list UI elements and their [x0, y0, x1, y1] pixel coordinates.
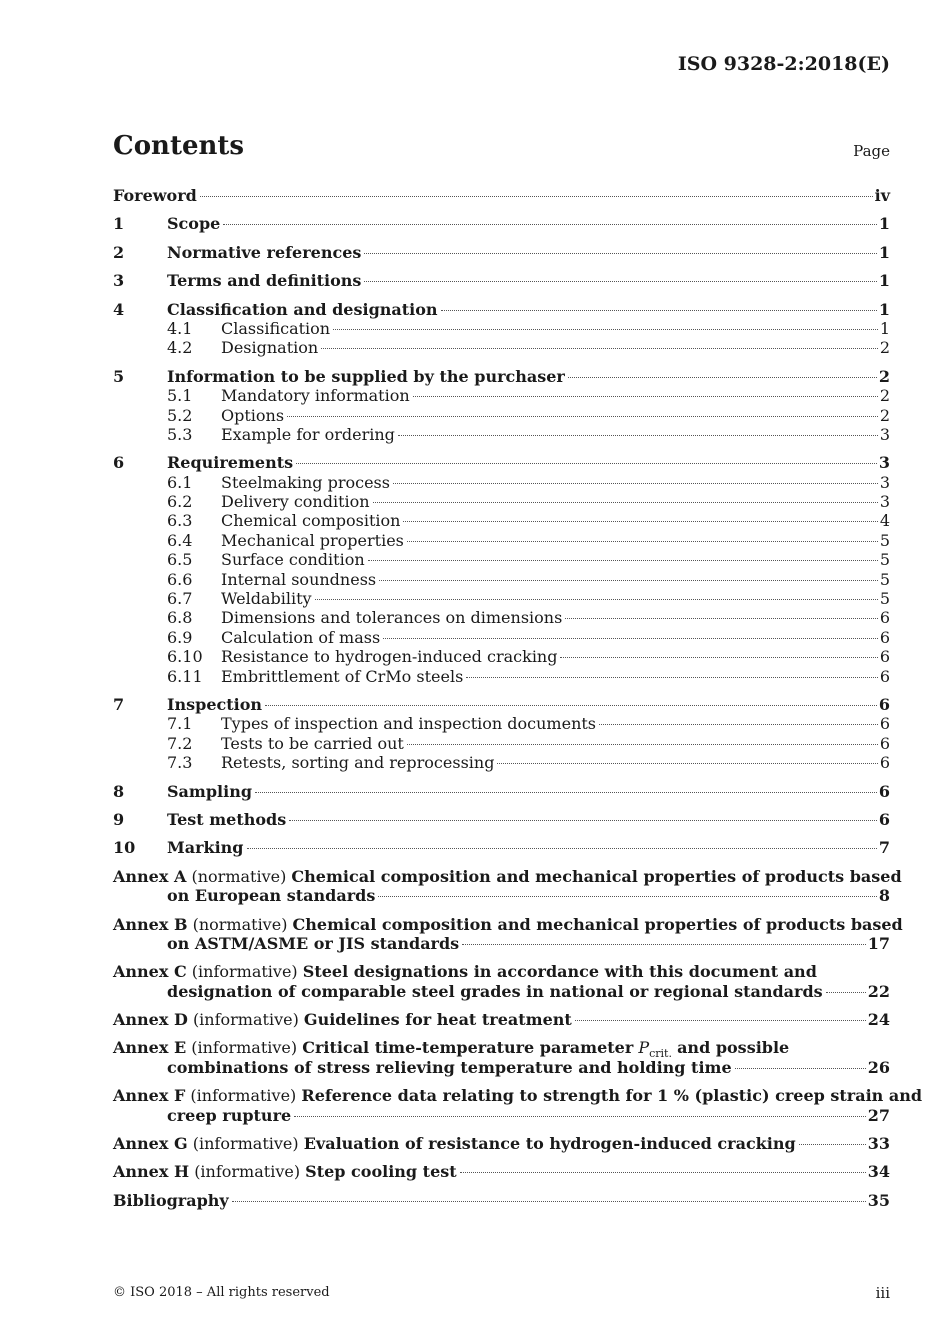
toc-entry-page: 33 [867, 1134, 890, 1154]
toc-entry-annex[interactable] [113, 1134, 890, 1153]
annex-title-line1: Steel designations in accordance with this document and [302, 962, 817, 982]
toc-entry-subclause[interactable] [113, 319, 890, 338]
toc-entry-page: 35 [867, 1190, 890, 1210]
page-number: iii [875, 1284, 890, 1302]
annex-type: (informative) [191, 1038, 298, 1058]
toc-entry-page: 26 [867, 1057, 890, 1077]
annex-title-line1: Critical time-temperature parameter [302, 1038, 634, 1058]
table-of-contents [113, 186, 923, 1210]
annex-heading-line [113, 866, 902, 886]
dot-leader [413, 396, 878, 397]
toc-entry-page: 3 [879, 472, 890, 492]
toc-entry-page: 8 [878, 886, 890, 906]
toc-entry-page: 22 [867, 981, 890, 1001]
toc-entry-annex[interactable] [113, 1010, 890, 1029]
toc-entry-page: 3 [878, 453, 890, 473]
toc-entry-label: Internal soundness [221, 569, 377, 589]
toc-entry-number: 6.5 [167, 550, 193, 570]
annex-title-line2: creep rupture [167, 1105, 292, 1125]
annex-title-line1: Chemical composition and mechanical properties of products based [291, 866, 902, 886]
toc-entry-number: 3 [113, 271, 125, 291]
toc-entry-number: 6.11 [167, 666, 203, 686]
annex-heading-line [113, 914, 903, 934]
toc-entry-subclause[interactable] [113, 338, 890, 357]
toc-entry-number: 6.10 [167, 647, 203, 667]
toc-entry-label: Inspection [167, 694, 263, 714]
toc-entry-subclause[interactable] [113, 550, 890, 569]
dot-leader [466, 677, 878, 678]
toc-entry-page: 2 [879, 386, 890, 406]
annex-heading-line [113, 1038, 890, 1061]
dot-leader [368, 560, 878, 561]
toc-entry-number: 5 [113, 366, 125, 386]
dot-leader [232, 1201, 866, 1202]
dot-leader [460, 1172, 866, 1173]
toc-entry-label: Bibliography [113, 1190, 229, 1210]
dot-leader [383, 638, 878, 639]
toc-entry-page: 6 [879, 647, 890, 667]
toc-entry-page: 4 [879, 511, 890, 531]
toc-entry-label: Sampling [167, 781, 253, 801]
dot-leader [441, 310, 877, 311]
dot-leader [497, 763, 877, 764]
toc-entry-number: 2 [113, 242, 125, 262]
toc-entry-subclause[interactable] [113, 734, 890, 753]
dot-leader [826, 992, 866, 993]
annex-name: Annex D [113, 1010, 188, 1030]
toc-entry-label: Embrittlement of CrMo steels [221, 666, 464, 686]
toc-entry-number: 9 [113, 809, 125, 829]
annex-title-line2: on European standards [167, 886, 376, 906]
dot-leader [255, 792, 877, 793]
annex-type: (informative) [190, 1086, 297, 1106]
toc-entry-subclause[interactable] [113, 386, 890, 405]
annex-name: Annex A [113, 866, 187, 886]
toc-entry-page: 3 [879, 492, 890, 512]
page-title: Contents [113, 131, 245, 161]
annex-name: Annex C [113, 962, 187, 982]
toc-entry-label: Scope [167, 214, 221, 234]
toc-entry-label: Designation [221, 338, 319, 358]
annex-name: Annex E [113, 1038, 187, 1058]
toc-entry-number: 6.9 [167, 627, 193, 647]
toc-entry-page: 6 [879, 666, 890, 686]
toc-entry-number: 4.1 [167, 318, 193, 338]
dot-leader [735, 1068, 866, 1069]
toc-entry-number: 7.3 [167, 753, 193, 773]
dot-leader [398, 435, 878, 436]
toc-entry-label: Mechanical properties [221, 530, 404, 550]
parameter-symbol: P [638, 1038, 650, 1058]
toc-entry-number: 7.1 [167, 714, 193, 734]
toc-entry-clause[interactable] [113, 695, 890, 714]
document-code: ISO 9328-2:2018(E) [677, 53, 890, 75]
toc-entry-label: Mandatory information [221, 386, 410, 406]
toc-entry-label: Dimensions and tolerances on dimensions [221, 608, 563, 628]
toc-entry-label: Test methods [167, 809, 287, 829]
toc-entry-label: Options [221, 405, 285, 425]
annex-title-line2: designation of comparable steel grades in national or regional standards [167, 981, 823, 1001]
toc-entry-number: 4 [113, 299, 125, 319]
annex-type: (informative) [191, 962, 298, 982]
toc-entry-subclause[interactable] [113, 570, 890, 589]
annex-title-line1: Step cooling test [305, 1162, 457, 1182]
toc-entry-label: Marking [167, 838, 244, 858]
dot-leader [373, 502, 878, 503]
toc-entry-page: 27 [867, 1105, 890, 1125]
annex-type: (informative) [192, 1010, 299, 1030]
annex-heading-line [113, 1086, 923, 1106]
page-column-label: Page [853, 142, 890, 160]
toc-entry-annex[interactable] [113, 1038, 890, 1077]
annex-title-line1: Guidelines for heat treatment [303, 1010, 572, 1030]
toc-entry-label: Example for ordering [221, 424, 395, 444]
toc-entry-label: Calculation of mass [221, 627, 381, 647]
toc-entry-clause[interactable] [113, 453, 890, 472]
dot-leader [247, 848, 877, 849]
toc-entry-page: 7 [878, 838, 890, 858]
toc-entry-clause[interactable] [113, 782, 890, 801]
toc-entry-label: Requirements [167, 453, 294, 473]
dot-leader [287, 416, 878, 417]
annex-name: Annex H [113, 1162, 190, 1182]
toc-entry-annex[interactable] [113, 914, 903, 954]
dot-leader [289, 820, 877, 821]
toc-entry-subclause[interactable] [113, 753, 890, 772]
toc-entry-clause[interactable] [113, 214, 890, 233]
toc-entry-label: Types of inspection and inspection documents [221, 714, 597, 734]
toc-entry-number: 6.1 [167, 472, 193, 492]
annex-name: Annex G [113, 1134, 188, 1154]
toc-entry-page: 2 [878, 366, 890, 386]
toc-entry-page: 6 [878, 781, 890, 801]
toc-entry-page: 6 [879, 608, 890, 628]
toc-entry-page: 5 [879, 550, 890, 570]
toc-entry-page: 1 [878, 214, 890, 234]
toc-entry-number: 6.6 [167, 569, 193, 589]
annex-heading-line [113, 1010, 890, 1029]
toc-entry-number: 7 [113, 694, 125, 714]
toc-entry-bibliography[interactable] [113, 1191, 890, 1210]
toc-entry-annex[interactable] [113, 866, 902, 906]
dot-leader [599, 724, 878, 725]
toc-entry-page: 2 [879, 338, 890, 358]
toc-entry-page: 6 [879, 733, 890, 753]
toc-entry-number: 5.3 [167, 424, 193, 444]
annex-heading-line [113, 1134, 890, 1153]
toc-entry-subclause[interactable] [113, 667, 890, 686]
dot-leader [379, 580, 878, 581]
dot-leader [378, 896, 877, 897]
annex-title-line1: Reference data relating to strength for 1 % (plastic) creep strain and [301, 1086, 923, 1106]
toc-entry-label: Surface condition [221, 550, 365, 570]
annex-continuation-line [167, 1058, 890, 1077]
annex-heading-line [113, 1162, 890, 1181]
toc-entry-number: 6.2 [167, 492, 193, 512]
dot-leader [799, 1144, 866, 1145]
toc-entry-label: Classification [221, 318, 331, 338]
toc-entry-page: 6 [879, 714, 890, 734]
toc-entry-page: 1 [878, 242, 890, 262]
annex-continuation-line [167, 934, 890, 953]
toc-entry-subclause[interactable] [113, 473, 890, 492]
toc-entry-clause[interactable] [113, 243, 890, 262]
toc-entry-annex[interactable] [113, 1162, 890, 1181]
dot-leader [294, 1116, 866, 1117]
toc-entry-page: 6 [879, 753, 890, 773]
dot-leader [575, 1020, 866, 1021]
toc-entry-label: Delivery condition [221, 492, 370, 512]
dot-leader [407, 541, 878, 542]
annex-type: (informative) [194, 1162, 301, 1182]
toc-entry-number: 6.4 [167, 530, 193, 550]
toc-entry-page: 6 [878, 809, 890, 829]
annex-continuation-line [167, 886, 890, 905]
toc-entry-label: Normative references [167, 242, 362, 262]
annex-title-line2: combinations of stress relieving temperature and holding time [167, 1057, 732, 1077]
toc-entry-label: Tests to be carried out [221, 733, 404, 753]
toc-entry-label: Terms and definitions [167, 271, 362, 291]
toc-entry-page: 1 [878, 299, 890, 319]
dot-leader [560, 657, 877, 658]
annex-type: (normative) [191, 866, 287, 886]
dot-leader [200, 196, 873, 197]
dot-leader [403, 521, 877, 522]
toc-entry-subclause[interactable] [113, 406, 890, 425]
toc-entry-label: Foreword [113, 186, 197, 205]
dot-leader [407, 744, 878, 745]
toc-entry-number: 5.1 [167, 386, 193, 406]
toc-entry-page: 3 [879, 424, 890, 444]
toc-entry-label: Resistance to hydrogen-induced cracking [221, 647, 558, 667]
toc-entry-page: 6 [878, 694, 890, 714]
toc-entry-number: 5.2 [167, 405, 193, 425]
toc-entry-annex[interactable] [113, 1086, 923, 1125]
toc-entry-subclause[interactable] [113, 425, 890, 444]
annex-type: (informative) [192, 1134, 299, 1154]
annex-title-line2: on ASTM/ASME or JIS standards [167, 933, 460, 953]
toc-entry-number: 6.7 [167, 589, 193, 609]
toc-entry-annex[interactable] [113, 962, 890, 1001]
toc-entry-label: Information to be supplied by the purchaser [167, 366, 565, 386]
toc-entry-subclause[interactable] [113, 492, 890, 511]
toc-entry-page: iv [874, 186, 890, 205]
toc-entry-label: Steelmaking process [221, 472, 390, 492]
toc-entry-subclause[interactable] [113, 511, 890, 530]
dot-leader [364, 281, 876, 282]
dot-leader [333, 329, 878, 330]
annex-heading-line [113, 962, 890, 981]
toc-entry-number: 10 [113, 838, 136, 858]
toc-entry-page: 2 [879, 405, 890, 425]
dot-leader [223, 224, 877, 225]
toc-entry-label: Chemical composition [221, 511, 401, 531]
toc-entry-clause[interactable] [113, 367, 890, 386]
toc-entry-page: 6 [879, 627, 890, 647]
annex-name: Annex B [113, 914, 188, 934]
toc-entry-subclause[interactable] [113, 531, 890, 550]
annex-type: (normative) [192, 914, 288, 934]
dot-leader [393, 483, 878, 484]
toc-entry-clause[interactable] [113, 300, 890, 319]
dot-leader [565, 618, 878, 619]
annex-continuation-line [167, 1106, 890, 1125]
toc-entry-page: 34 [867, 1162, 890, 1182]
annex-title-line1: Chemical composition and mechanical properties of products based [292, 914, 903, 934]
dot-leader [315, 599, 878, 600]
toc-entry-clause[interactable] [113, 271, 890, 290]
toc-entry-page: 5 [879, 569, 890, 589]
toc-entry-subclause[interactable] [113, 647, 890, 666]
toc-entry-clause[interactable] [113, 838, 890, 857]
toc-entry-subclause[interactable] [113, 628, 890, 647]
toc-entry-number: 1 [113, 214, 125, 234]
toc-entry-number: 6.8 [167, 608, 193, 628]
toc-entry-number: 8 [113, 781, 125, 801]
toc-entry-number: 6.3 [167, 511, 193, 531]
copyright-notice: © ISO 2018 – All rights reserved [113, 1285, 330, 1300]
toc-entry-number: 6 [113, 453, 125, 473]
toc-entry-page: 5 [879, 589, 890, 609]
toc-entry-page: 1 [878, 271, 890, 291]
annex-name: Annex F [113, 1086, 186, 1106]
toc-entry-number: 7.2 [167, 733, 193, 753]
dot-leader [265, 705, 877, 706]
toc-entry-label: Classification and designation [167, 299, 438, 319]
dot-leader [321, 348, 878, 349]
dot-leader [296, 463, 877, 464]
dot-leader [364, 253, 876, 254]
toc-entry-page: 24 [867, 1010, 890, 1030]
toc-entry-page: 1 [879, 318, 890, 338]
toc-entry-clause[interactable] [113, 810, 890, 829]
toc-entry-subclause[interactable] [113, 589, 890, 608]
toc-entry-label: Weldability [221, 589, 312, 609]
parameter-subscript: crit. [649, 1047, 672, 1061]
toc-entry-page: 5 [879, 530, 890, 550]
toc-entry-subclause[interactable] [113, 608, 890, 627]
toc-entry-label: Retests, sorting and reprocessing [221, 753, 495, 773]
toc-entry-number: 4.2 [167, 338, 193, 358]
toc-entry-page: 17 [867, 933, 890, 953]
toc-entry-subclause[interactable] [113, 714, 890, 733]
annex-continuation-line [167, 982, 890, 1001]
dot-leader [568, 377, 877, 378]
toc-entry-foreword[interactable] [113, 186, 890, 205]
annex-title-line1: Evaluation of resistance to hydrogen-induced cracking [303, 1134, 796, 1154]
annex-title-line1-end: and possible [677, 1038, 790, 1058]
dot-leader [462, 944, 866, 945]
